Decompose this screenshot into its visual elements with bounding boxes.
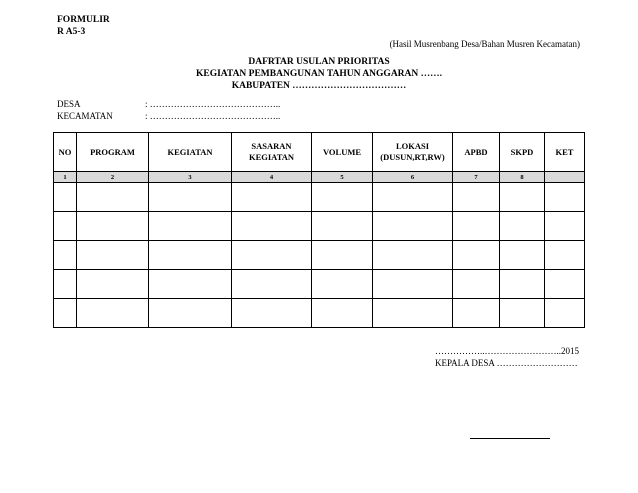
col-header-volume: VOLUME [312,133,373,172]
table-cell[interactable] [149,241,232,270]
col-number: 6 [373,172,453,183]
table-cell[interactable] [373,183,453,212]
table-cell[interactable] [77,241,149,270]
table-cell[interactable] [232,212,312,241]
col-header-program: PROGRAM [77,133,149,172]
col-header-skpd: SKPD [500,133,545,172]
table-cell[interactable] [545,270,585,299]
table-cell[interactable] [312,183,373,212]
source-note: (Hasil Musrenbang Desa/Bahan Musren Kecamatan) [389,39,580,49]
table-cell[interactable] [373,270,453,299]
column-number-row [54,172,585,183]
col-header-no: NO [54,133,77,172]
table-cell[interactable] [232,183,312,212]
table-header-row [54,133,585,172]
col-header-lokasi: LOKASI (DUSUN,RT,RW) [373,133,453,172]
col-number: 7 [453,172,500,183]
col-number: 2 [77,172,149,183]
col-number: 5 [312,172,373,183]
table-cell[interactable] [500,270,545,299]
table-cell[interactable] [232,270,312,299]
table-cell[interactable] [77,299,149,328]
table-cell[interactable] [545,241,585,270]
col-number: 3 [149,172,232,183]
table-cell[interactable] [54,212,77,241]
table-cell[interactable] [373,241,453,270]
table-cell[interactable] [54,241,77,270]
table-row [54,241,585,270]
table-cell[interactable] [149,299,232,328]
table-cell[interactable] [312,299,373,328]
table-cell[interactable] [373,212,453,241]
table-cell[interactable] [312,241,373,270]
table-row [54,183,585,212]
table-cell[interactable] [77,183,149,212]
kecamatan-value: : …………………………………….. [145,111,281,121]
table-cell[interactable] [500,241,545,270]
table-cell[interactable] [500,212,545,241]
table-row [54,212,585,241]
usulan-table [53,132,585,328]
document-title: DAFRTAR USULAN PRIORITAS [248,57,390,67]
form-code: R A5-3 [57,27,86,37]
table-cell[interactable] [453,241,500,270]
table-cell[interactable] [453,270,500,299]
table-cell[interactable] [54,270,77,299]
table-cell[interactable] [373,299,453,328]
document-subtitle: KEGIATAN PEMBANGUNAN TAHUN ANGGARAN ……. [195,69,443,79]
desa-label: DESA [57,99,81,109]
kecamatan-field [57,111,280,121]
table-cell[interactable] [232,241,312,270]
col-number: 1 [54,172,77,183]
table-cell[interactable] [312,270,373,299]
col-number: 8 [500,172,545,183]
table-cell[interactable] [232,299,312,328]
col-header-kegiatan: KEGIATAN [149,133,232,172]
desa-field [57,99,280,109]
form-code-block [57,14,110,38]
table-cell[interactable] [312,212,373,241]
table-cell[interactable] [54,299,77,328]
document-kabupaten: KABUPATEN ……………………………… [231,81,407,91]
table-cell[interactable] [453,299,500,328]
table-cell[interactable] [453,212,500,241]
table-cell[interactable] [545,299,585,328]
table-cell[interactable] [77,270,149,299]
table-cell[interactable] [545,212,585,241]
col-number: 4 [232,172,312,183]
table-cell[interactable] [149,212,232,241]
table-cell[interactable] [500,183,545,212]
table-cell[interactable] [500,299,545,328]
table-cell[interactable] [453,183,500,212]
table-row [54,270,585,299]
table-cell[interactable] [149,270,232,299]
signature-title: KEPALA DESA ……………………… [435,358,578,368]
signature-line [470,438,550,439]
kecamatan-label: KECAMATAN [57,111,113,121]
col-number [545,172,585,183]
col-header-apbd: APBD [453,133,500,172]
col-header-ket: KET [545,133,585,172]
table-cell[interactable] [545,183,585,212]
table-cell[interactable] [54,183,77,212]
form-label: FORMULIR [57,15,110,25]
table-row [54,299,585,328]
desa-value: : …………………………………….. [145,99,281,109]
signature-date-line: ……………..……………………..2015 [435,346,579,356]
table-cell[interactable] [77,212,149,241]
col-header-sasaran: SASARAN KEGIATAN [232,133,312,172]
table-cell[interactable] [149,183,232,212]
